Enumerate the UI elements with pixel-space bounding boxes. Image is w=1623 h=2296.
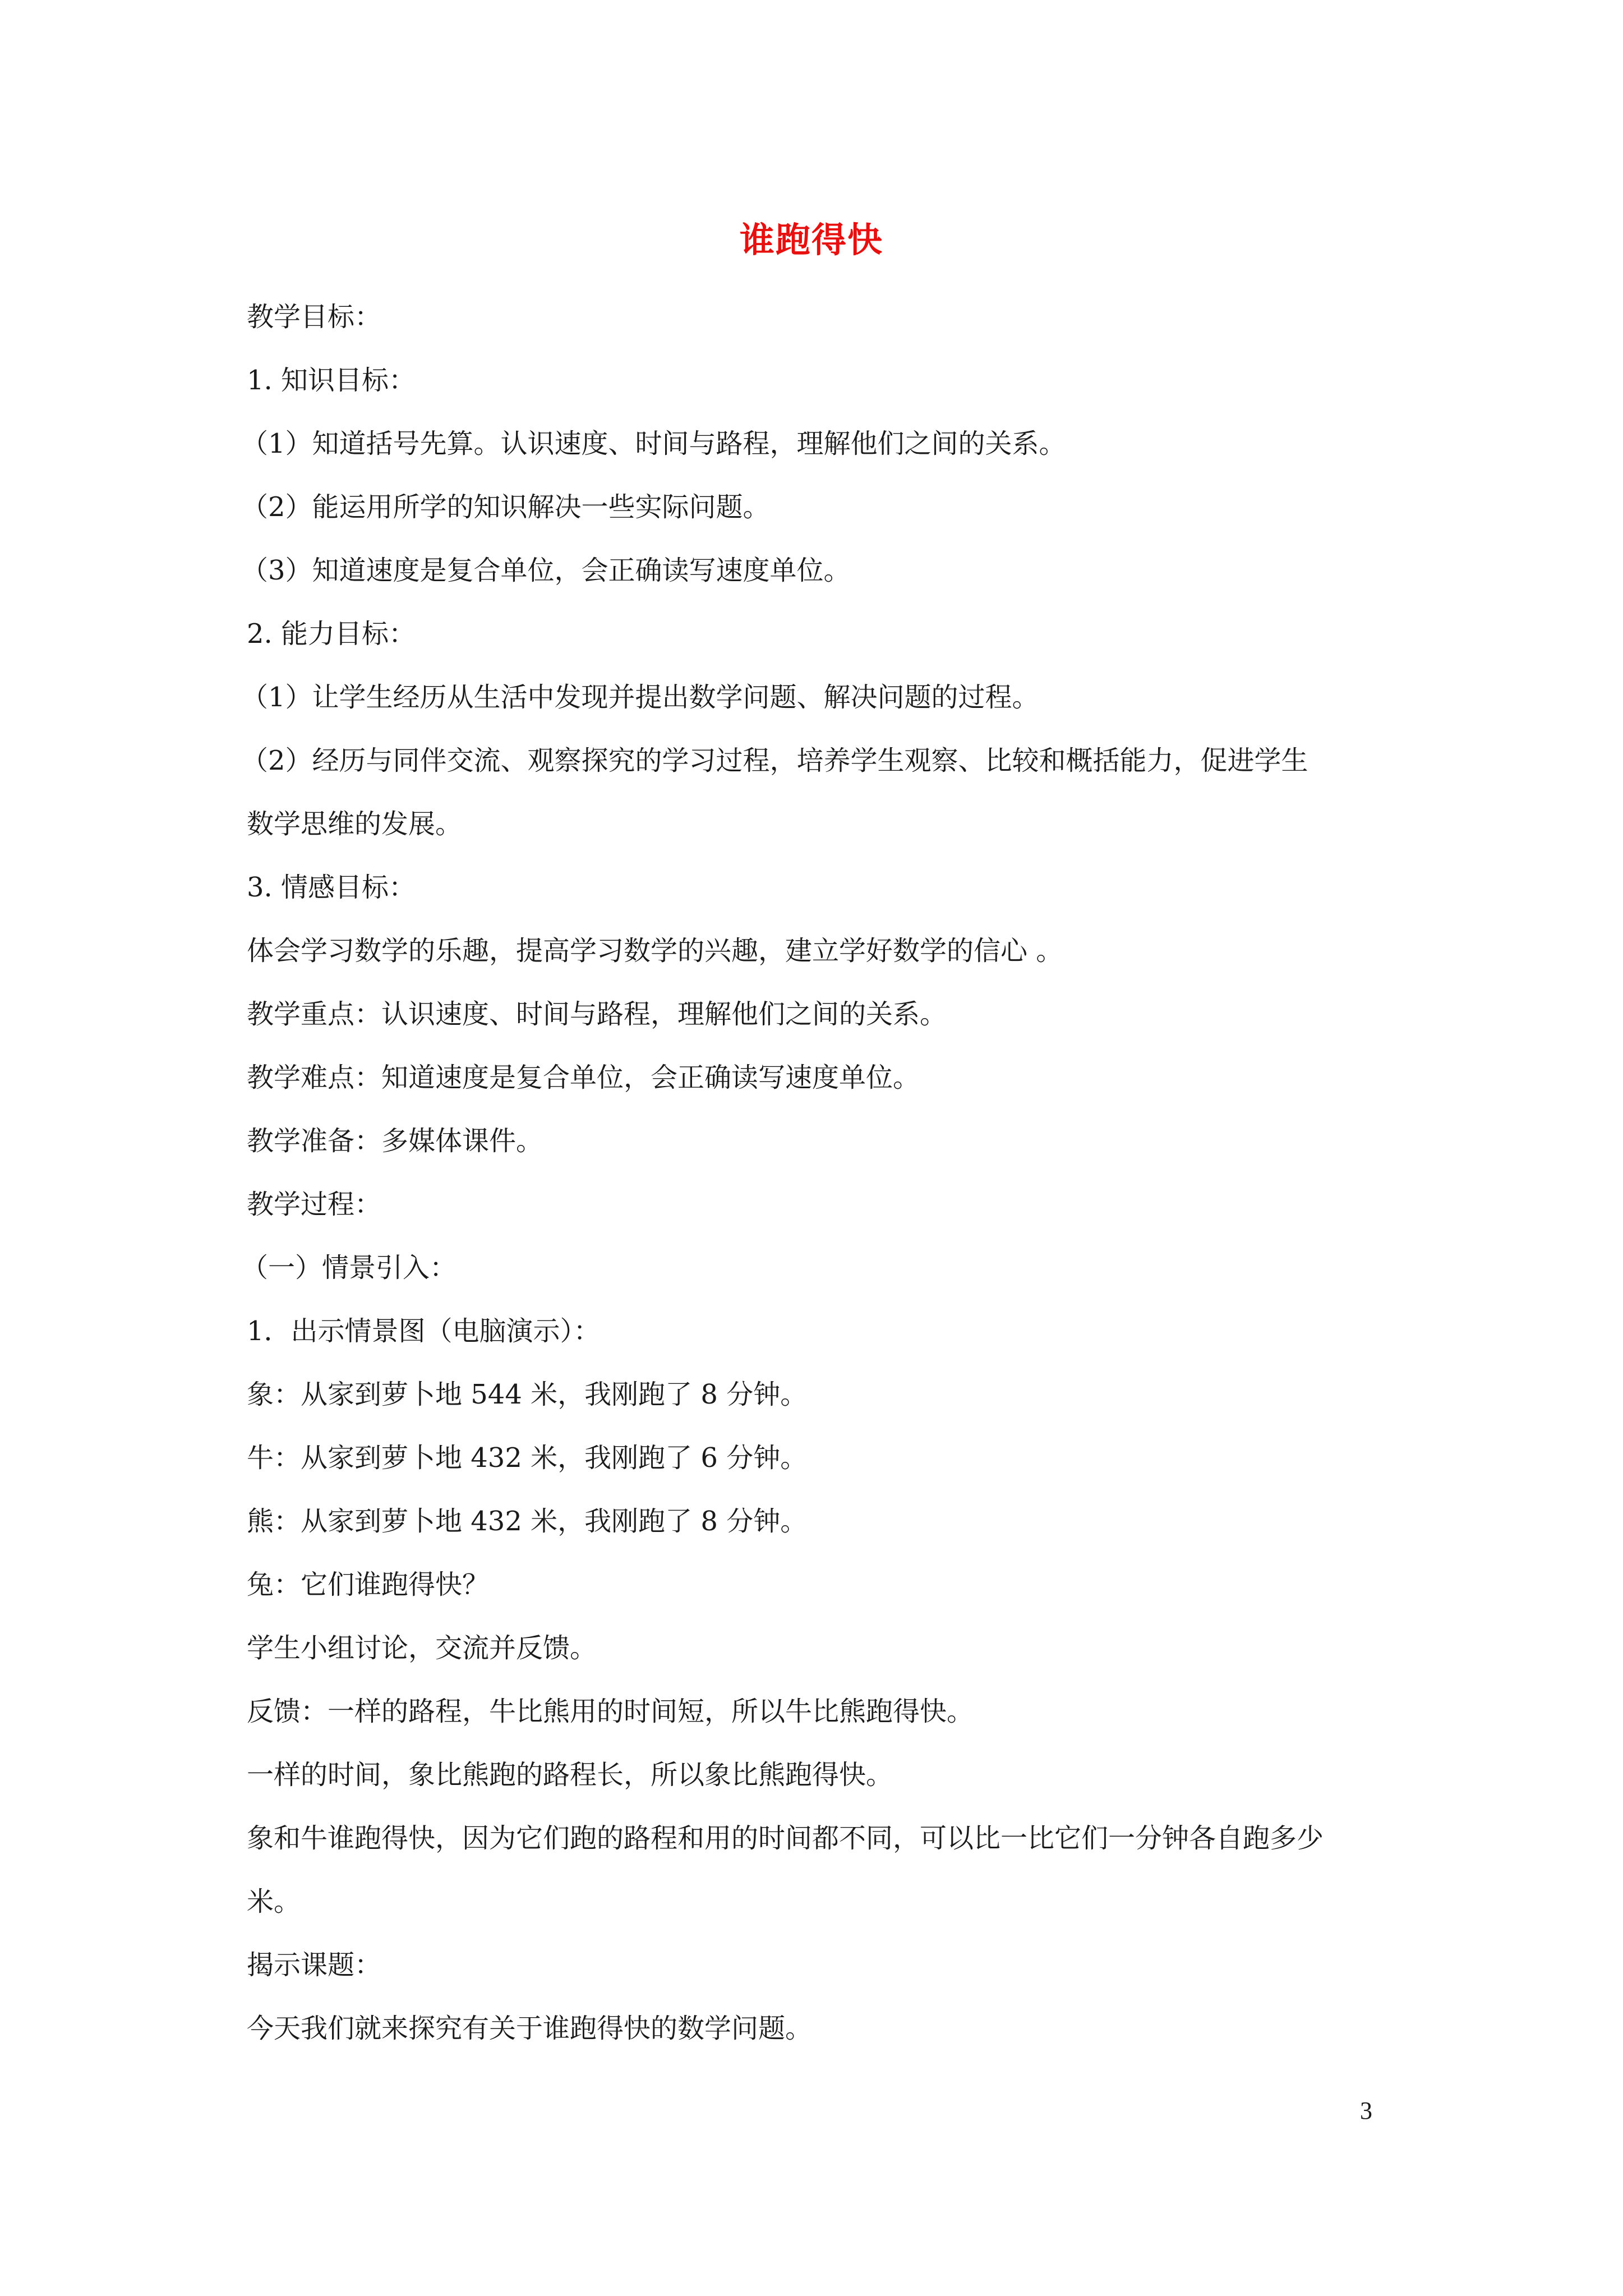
text-line: 米。 bbox=[247, 1886, 301, 1917]
text-line: 教学过程： bbox=[247, 1189, 382, 1220]
text-line: （1）知道括号先算。认识速度、时间与路程，理解他们之间的关系。 bbox=[241, 428, 1066, 459]
text-line: 学生小组讨论，交流并反馈。 bbox=[247, 1632, 597, 1664]
text-line: （1）让学生经历从生活中发现并提出数学问题、解决问题的过程。 bbox=[241, 682, 1039, 713]
page-number: 3 bbox=[1360, 2097, 1372, 2124]
text-line: 象：从家到萝卜地 544 米，我刚跑了 8 分钟。 bbox=[247, 1379, 808, 1410]
text-line: 教学难点：知道速度是复合单位，会正确读写速度单位。 bbox=[247, 1062, 920, 1093]
text-line: 一样的时间，象比熊跑的路程长，所以象比熊跑得快。 bbox=[247, 1759, 893, 1791]
text-line: 牛：从家到萝卜地 432 米，我刚跑了 6 分钟。 bbox=[247, 1442, 808, 1474]
text-line: 反馈：一样的路程，牛比熊用的时间短，所以牛比熊跑得快。 bbox=[247, 1696, 974, 1727]
page-title: 谁跑得快 bbox=[739, 219, 883, 260]
text-line: 揭示课题： bbox=[247, 1949, 382, 1981]
text-line: （2）经历与同伴交流、观察探究的学习过程，培养学生观察、比较和概括能力，促进学生 bbox=[241, 745, 1308, 776]
text-line: （一）情景引入： bbox=[241, 1252, 457, 1283]
text-line: 数学思维的发展。 bbox=[247, 808, 463, 840]
text-line: 兔：它们谁跑得快？ bbox=[247, 1569, 490, 1600]
text-line: 熊：从家到萝卜地 432 米，我刚跑了 8 分钟。 bbox=[247, 1506, 808, 1537]
text-line: 体会学习数学的乐趣，提高学习数学的兴趣，建立学好数学的信心 。 bbox=[247, 935, 1063, 967]
text-line: （3）知道速度是复合单位，会正确读写速度单位。 bbox=[241, 555, 851, 586]
text-line: 1．出示情景图（电脑演示）： bbox=[247, 1315, 601, 1347]
text-line: 1. 知识目标： bbox=[247, 365, 416, 396]
text-line: 教学准备：多媒体课件。 bbox=[247, 1125, 543, 1157]
text-line: （2）能运用所学的知识解决一些实际问题。 bbox=[241, 491, 770, 523]
text-line: 象和牛谁跑得快，因为它们跑的路程和用的时间都不同，可以比一比它们一分钟各自跑多少 bbox=[247, 1823, 1324, 1854]
text-line: 2. 能力目标： bbox=[247, 618, 416, 650]
text-line: 3. 情感目标： bbox=[247, 872, 416, 903]
text-line: 教学重点：认识速度、时间与路程，理解他们之间的关系。 bbox=[247, 999, 947, 1030]
text-line: 教学目标： bbox=[247, 301, 382, 333]
text-line: 今天我们就来探究有关于谁跑得快的数学问题。 bbox=[247, 2013, 813, 2044]
